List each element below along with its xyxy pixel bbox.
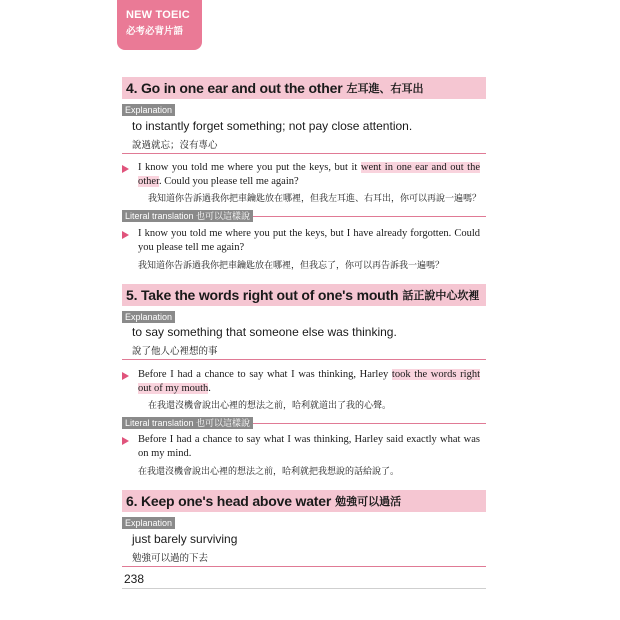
tab-subtitle: 必考必背片語 [126,26,184,37]
entry-4-title-zh: 左耳進、右耳出 [346,83,424,95]
entry-4-example-highlight: went in one ear and out the other [138,162,480,187]
entry-5-literal: Before I had a chance to say what I was thinking, Harley said exactly what was on my mind. [138,434,480,459]
entry-5-example-zh: 在我還沒機會說出心裡的想法之前，哈利就道出了我的心聲。 [148,400,392,410]
entry-5-title-zh: 話正說中心坎裡 [402,290,480,302]
footer-divider [122,588,486,589]
entry-6-title: 6. Keep one's head above water [126,493,332,509]
entry-6-title-zh: 勉強可以過活 [335,496,402,508]
entry-5-header [122,284,486,306]
entry-4-literal-zh: 我知道你告訴過我你把車鑰匙放在哪裡，但我忘了，你可以再告訴我一遍嗎？ [138,260,445,270]
entry-5-explanation-label: Explanation [122,311,175,323]
triangle-bullet-icon [122,231,129,239]
entry-4-literal-label: Literal translation 也可以這樣說 [122,210,253,222]
page-number: 238 [124,572,145,586]
triangle-bullet-icon [122,437,129,445]
entry-5-literal-zh: 在我還沒機會說出心裡的想法之前，哈利就把我想說的話給說了。 [138,466,400,476]
divider [122,566,486,567]
entry-6-explanation: just barely surviving [132,532,238,546]
tab-title: NEW TOEIC [126,9,190,21]
entry-5-example: Before I had a chance to say what I was thinking, Harley took the words right out of my mouth. [138,369,480,394]
divider [122,153,486,154]
entry-4-explanation: to instantly forget something; not pay close attention. [132,119,413,133]
entry-6-explanation-zh: 勉強可以過的下去 [132,553,209,564]
entry-4-explanation-label: Explanation [122,104,175,116]
entry-5-literal-label: Literal translation 也可以這樣說 [122,417,253,429]
entry-4-header [122,77,486,99]
book-tab [117,0,202,50]
entry-4-title: 4. Go in one ear and out the other [126,80,343,96]
entry-4-example-zh: 我知道你告訴過我你把車鑰匙放在哪裡，但我左耳進、右耳出，你可以再說一遍嗎？ [148,193,482,203]
entry-6-explanation-label: Explanation [122,517,175,529]
entry-5-example-highlight: took the words right out of my mouth [138,369,480,394]
entry-5-title: 5. Take the words right out of one's mouth [126,287,399,303]
entry-4-literal: I know you told me where you put the keys, but I have already forgotten. Could you please tell me again? [138,228,480,253]
entry-4-example: I know you told me where you put the keys, but it went in one ear and out the other. Could you please tell me again? [138,162,480,187]
triangle-bullet-icon [122,372,129,380]
entry-5-explanation-zh: 說了他人心裡想的事 [132,346,218,357]
triangle-bullet-icon [122,165,129,173]
entry-4-explanation-zh: 說過就忘；沒有專心 [132,140,218,151]
entry-6-header [122,490,486,512]
entry-5-explanation: to say something that someone else was thinking. [132,325,397,339]
divider [122,359,486,360]
